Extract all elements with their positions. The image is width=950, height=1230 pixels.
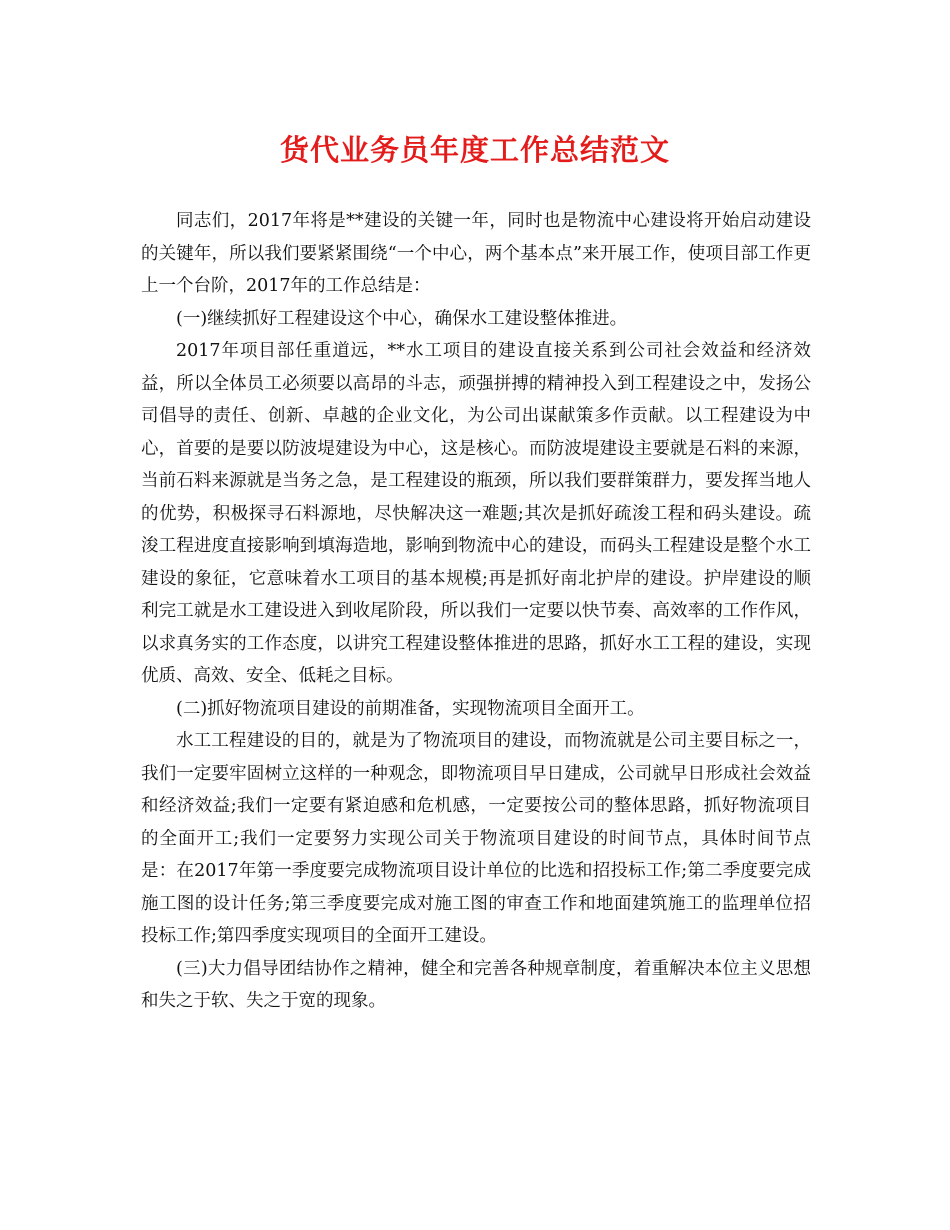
paragraph-section-3-heading: (三)大力倡导团结协作之精神，健全和完善各种规章制度，着重解决本位主义思想和失之于软、失之于宽的现象。 xyxy=(141,958,811,1011)
paragraph-section-1-body: 2017年项目部任重道远，**水工项目的建设直接关系到公司社会效益和经济效益，所以全体员工必须要以高昂的斗志，顽强拼搏的精神投入到工程建设之中，发扬公司倡导的责任、创新、卓越的企业文化，为公司出谋献策多作贡献。以工程建设为中心，首要的是要以防波堤建设为中心，这是核心。而防波堤建设主要就是石料的来源，当前石料来源就是当务之急，是工程建设的瓶颈，所以我们要群策群力，要发挥当地人的优势，积极探寻石料源地，尽快解决这一难题;其次是抓好疏浚工程和码头建设。疏浚工程进度直接影响到填海造地，影响到物流中心的建设，而码头工程建设是整个水工建设的象征，它意味着水工项目的基本规模;再是抓好南北护岸的建设。护岸建设的顺利完工就是水工建设进入到收尾阶段，所以我们一定要以快节奏、高效率的工作作风，以求真务实的工作态度，以讲究工程建设整体推进的思路，抓好水工工程的建设，实现优质、高效、安全、低耗之目标。 xyxy=(141,341,811,686)
paragraph-intro: 同志们，2017年将是**建设的关键一年，同时也是物流中心建设将开始启动建设的关键年，所以我们要紧紧围绕“一个中心，两个基本点”来开展工作，使项目部工作更上一个台阶，2017年的工作总结是： xyxy=(141,211,811,296)
paragraph-section-1-heading: (一)继续抓好工程建设这个中心，确保水工建设整体推进。 xyxy=(176,308,628,329)
paragraph-section-2-heading: (二)抓好物流项目建设的前期准备，实现物流项目全面开工。 xyxy=(176,698,645,719)
document-body xyxy=(141,205,811,1018)
paragraph-section-2-body: 水工工程建设的目的，就是为了物流项目的建设，而物流就是公司主要目标之一，我们一定要牢固树立这样的一种观念，即物流项目早日建成，公司就早日形成社会效益和经济效益;我们一定要有紧迫感和危机感，一定要按公司的整体思路，抓好物流项目的全面开工;我们一定要努力实现公司关于物流项目建设的时间节点，具体时间节点是：在2017年第一季度要完成物流项目设计单位的比选和招投标工作;第二季度要完成施工图的设计任务;第三季度要完成对施工图的审查工作和地面建筑施工的监理单位招投标工作;第四季度实现项目的全面开工建设。 xyxy=(141,731,811,946)
document-title: 货代业务员年度工作总结范文 xyxy=(279,133,670,167)
